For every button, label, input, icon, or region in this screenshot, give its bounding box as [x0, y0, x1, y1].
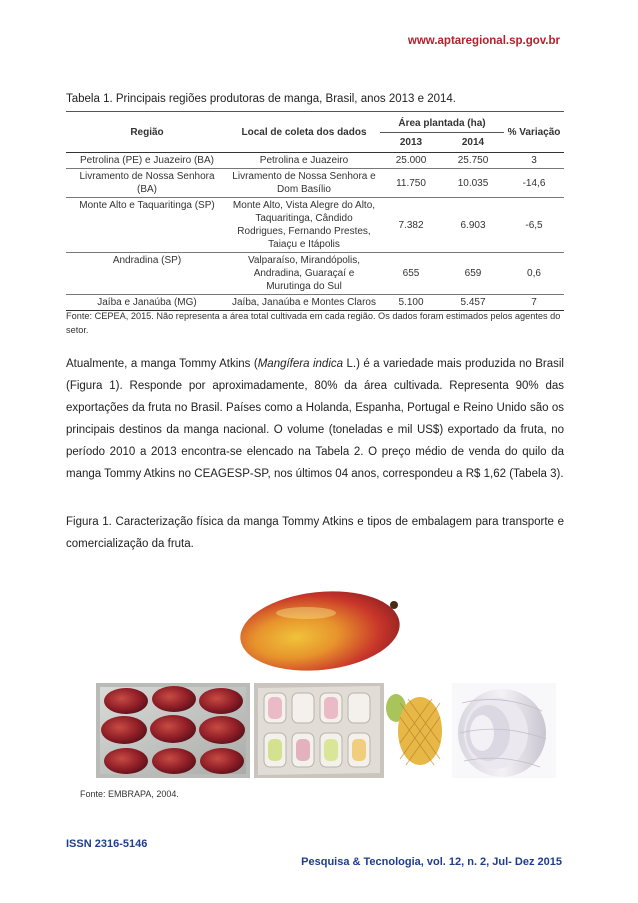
foam-net-photo: [452, 683, 556, 778]
cell-variation: 0,6: [504, 253, 564, 295]
cell-location: Jaíba, Janaúba e Montes Claros: [228, 295, 380, 311]
body-paragraph: [66, 353, 564, 485]
cell-region: Jaíba e Janaúba (MG): [66, 295, 228, 311]
figure-1: [96, 583, 556, 778]
header-area: Área plantada (ha): [380, 112, 504, 133]
header-year-2013: 2013: [380, 133, 442, 153]
cell-2014: 5.457: [442, 295, 504, 311]
cell-variation: -6,5: [504, 198, 564, 253]
cell-location: Petrolina e Juazeiro: [228, 153, 380, 169]
cell-location: Monte Alto, Vista Alegre do Alto, Taquaritinga, Cândido Rodrigues, Fernando Prestes, Taiaçu e Itápolis: [228, 198, 380, 253]
scientific-name: Mangífera indica: [257, 358, 344, 370]
cell-region: Petrolina (PE) e Juazeiro (BA): [66, 153, 228, 169]
cell-2013: 655: [380, 253, 442, 295]
header-year-2014: 2014: [442, 133, 504, 153]
figure-source: Fonte: EMBRAPA, 2004.: [80, 789, 179, 799]
packed-box-photo: [254, 683, 384, 778]
journal-info: Pesquisa & Tecnologia, vol. 12, n. 2, Jul- Dez 2015: [301, 856, 562, 868]
header-location: Local de coleta dos dados: [228, 112, 380, 153]
cell-2014: 6.903: [442, 198, 504, 253]
table-title: Tabela 1. Principais regiões produtoras de manga, Brasil, anos 2013 e 2014.: [66, 93, 456, 105]
issn: ISSN 2316-5146: [66, 838, 148, 850]
header-variation: % Variação: [504, 112, 564, 153]
cell-location: Livramento de Nossa Senhora e Dom Basílio: [228, 169, 380, 198]
table-row: [66, 169, 564, 198]
cell-location: Valparaíso, Mirandópolis, Andradina, Guaraçaí e Murutinga do Sul: [228, 253, 380, 295]
mango-tray-photo: [96, 683, 250, 778]
cell-2013: 7.382: [380, 198, 442, 253]
cell-2013: 25.000: [380, 153, 442, 169]
cell-region: Andradina (SP): [66, 253, 228, 295]
cell-2014: 25.750: [442, 153, 504, 169]
mango-fruit-photo: [236, 583, 420, 678]
mango-net-photo: [386, 683, 448, 778]
header-url[interactable]: www.aptaregional.sp.gov.br: [407, 35, 560, 47]
figure-caption: Figura 1. Caracterização física da manga Tommy Atkins e tipos de embalagem para transporte e comercialização da fruta.: [66, 516, 564, 550]
cell-2014: 659: [442, 253, 504, 295]
cell-variation: -14,6: [504, 169, 564, 198]
paragraph-start: Atualmente, a manga Tommy Atkins (: [66, 358, 258, 370]
cell-region: Monte Alto e Taquaritinga (SP): [66, 198, 228, 253]
table-row: [66, 253, 564, 295]
production-table: [66, 111, 564, 311]
header-region: Região: [66, 112, 228, 153]
cell-2014: 10.035: [442, 169, 504, 198]
table-row: [66, 198, 564, 253]
table-source-note: Fonte: CEPEA, 2015. Não representa a área total cultivada em cada região. Os dados foram estimados pelos agentes do setor.: [66, 311, 561, 335]
cell-2013: 5.100: [380, 295, 442, 311]
table-row: [66, 153, 564, 169]
paragraph-rest: L.) é a variedade mais produzida no Brasil (Figura 1). Responde por aproximadamente, 80% da área cultivada. Representa 90% das exportações da fruta no Brasil. Países como a Holanda, Espanha, Portugal e Reino Unido são os principais destinos da manga nacional. O volume (toneladas e mil US$) exportado da fruta, no período 2010 a 2013 encontra-se elencado na Tabela 2. O preço médio de venda do quilo da manga Tommy Atkins no CEAGESP-SP, nos últimos 04 anos, correspondeu a R$ 1,62 (Tabela 3).: [66, 358, 564, 480]
cell-region: Livramento de Nossa Senhora (BA): [66, 169, 228, 198]
cell-variation: 3: [504, 153, 564, 169]
cell-2013: 11.750: [380, 169, 442, 198]
mango-figure-image: [96, 583, 556, 778]
cell-variation: 7: [504, 295, 564, 311]
